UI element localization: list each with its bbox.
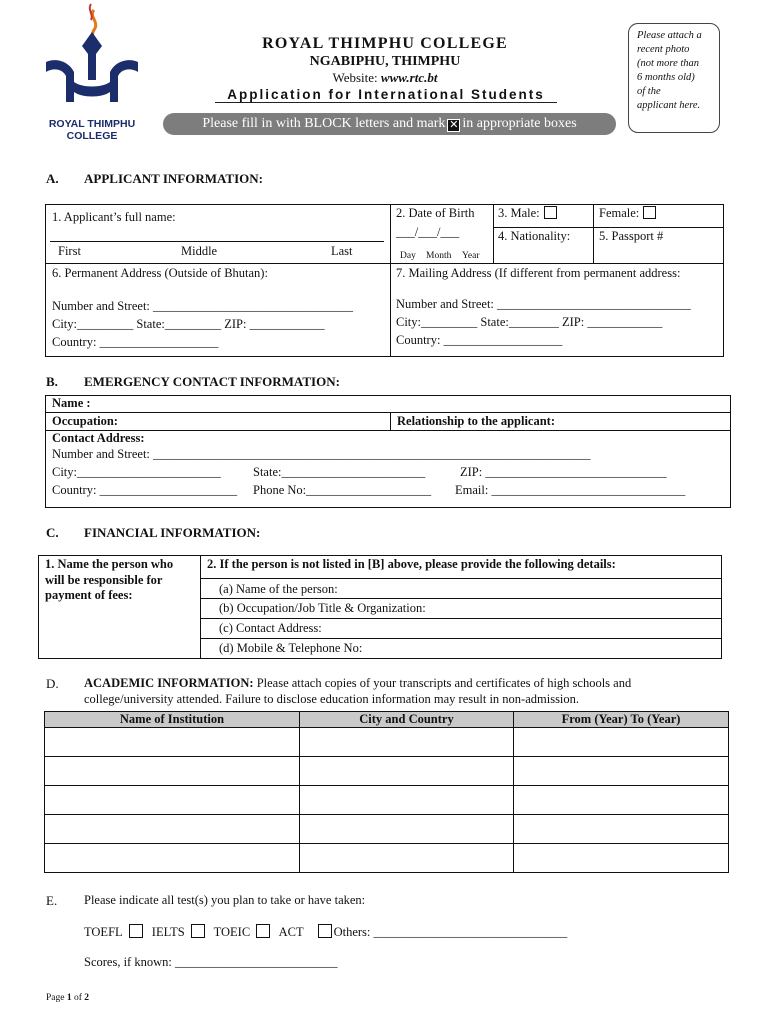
checked-box-icon: ✕ [449,118,459,131]
college-location: NGABIPHU, THIMPHU [309,54,461,69]
test-toeic-label: TOEIC [213,925,251,939]
nationality-label: 4. Nationality: [498,229,571,243]
passport-label: 5. Passport # [599,229,664,243]
section-e-letter: E. [46,893,58,908]
toefl-checkbox[interactable] [129,924,143,938]
mailing-address-label: 7. Mailing Address (If different from permanent address: [396,266,681,280]
person-phone-field[interactable]: (d) Mobile & Telephone No: [219,641,363,655]
male-option: 3. Male: [498,206,557,221]
table-row [45,786,729,815]
dob-month-label: Month [426,251,452,261]
table-row [45,728,729,757]
table-row [45,757,729,786]
table-cell[interactable] [300,815,514,844]
permanent-city-field[interactable]: City:_________ State:_________ ZIP: ____________ [52,317,325,331]
permanent-country-field[interactable]: Country: ___________________ [52,335,219,349]
emergency-zip-field[interactable]: ZIP: _____________________________ [460,465,667,479]
first-name-label: First [58,244,81,258]
contact-address-label: Contact Address: [52,431,145,445]
table-cell[interactable] [514,844,729,873]
section-a-heading: A. APPLICANT INFORMATION: [46,171,263,186]
col-city-country-header: City and Country [300,712,514,728]
scores-field[interactable]: Scores, if known: __________________________ [84,955,338,969]
test-ielts-label: IELTS [151,925,185,939]
table-cell[interactable] [45,757,300,786]
person-name-field[interactable]: (a) Name of the person: [219,582,338,596]
table-row [45,815,729,844]
dob-field[interactable]: ___/___/___ [396,225,460,239]
ielts-checkbox[interactable] [191,924,205,938]
dob-label: 2. Date of Birth [396,206,475,220]
section-b-heading: B. EMERGENCY CONTACT INFORMATION: [46,374,340,389]
section-d-text-2: college/university attended. Failure to disclose education information may result in non-admission. [84,692,580,706]
male-checkbox[interactable] [544,206,557,219]
others-field[interactable]: Others: _______________________________ [333,925,568,939]
academic-table [44,711,729,873]
toeic-checkbox[interactable] [256,924,270,938]
table-cell[interactable] [45,786,300,815]
instruction-banner: Please fill in with BLOCK letters and mark ✕ in appropriate boxes [163,113,616,135]
table-cell[interactable] [300,786,514,815]
table-cell[interactable] [514,728,729,757]
college-website: Website: www.rtc.bt [332,70,438,85]
emergency-name-label: Name : [52,396,91,410]
female-option: Female: [599,206,656,221]
section-d-letter: D. [46,676,59,691]
emergency-country-field[interactable]: Country: ______________________ [52,483,238,497]
person-address-field[interactable]: (c) Contact Address: [219,621,322,635]
table-cell[interactable] [45,728,300,757]
table-cell[interactable] [300,757,514,786]
emergency-street-field[interactable]: Number and Street: ______________________________________________________________________ [52,447,591,461]
page-number: Page 1 of 2 [46,993,90,1003]
full-name-label: 1. Applicant’s full name: [52,210,176,224]
test-options [84,924,567,940]
relationship-label: Relationship to the applicant: [397,414,556,428]
col-institution-header: Name of Institution [45,712,300,728]
emergency-city-field[interactable]: City:_______________________ [52,465,221,479]
table-cell[interactable] [514,815,729,844]
table-cell[interactable] [300,728,514,757]
mailing-country-field[interactable]: Country: ___________________ [396,333,563,347]
table-cell[interactable] [45,815,300,844]
emergency-state-field[interactable]: State:_______________________ [253,465,426,479]
table-cell[interactable] [45,844,300,873]
person-occupation-field[interactable]: (b) Occupation/Job Title & Organization: [219,601,426,615]
female-checkbox[interactable] [643,206,656,219]
college-title: ROYAL THIMPHU COLLEGE [262,35,508,52]
table-cell[interactable] [514,786,729,815]
col-years-header: From (Year) To (Year) [514,712,729,728]
permanent-street-field[interactable]: Number and Street: ________________________________ [52,299,354,313]
middle-name-label: Middle [181,244,218,258]
emergency-occupation-label: Occupation: [52,414,118,428]
permanent-address-label: 6. Permanent Address (Outside of Bhutan): [52,266,268,280]
dob-year-label: Year [462,251,480,261]
mailing-city-field[interactable]: City:_________ State:________ ZIP: ____________ [396,315,663,329]
section-e-text: Please indicate all test(s) you plan to take or have taken: [84,893,366,907]
last-name-label: Last [331,244,353,258]
emergency-email-field[interactable]: Email: _______________________________ [455,483,686,497]
table-cell[interactable] [300,844,514,873]
photo-box: Please attach a recent photo (not more than 6 months old) of the applicant here. [628,23,720,133]
emergency-phone-field[interactable]: Phone No:____________________ [253,483,432,497]
mailing-street-field[interactable]: Number and Street: _______________________________ [396,297,691,311]
other-person-header: 2. If the person is not listed in [B] above, please provide the following details: [207,557,616,571]
section-d-text: ACADEMIC INFORMATION: Please attach copies of your transcripts and certificates of high schools and [84,676,632,690]
test-toefl-label: TOEFL [84,925,123,939]
fee-payer-label: 1. Name the person who will be responsible for payment of fees: [45,557,174,602]
form-title: Application for International Students [215,87,557,103]
table-row [45,844,729,873]
dob-day-label: Day [400,251,416,261]
section-c-heading: C. FINANCIAL INFORMATION: [46,525,261,540]
others-checkbox[interactable] [318,924,332,938]
college-logo [44,2,140,118]
test-act-label: ACT [278,925,304,939]
logo-text: ROYAL THIMPHU COLLEGE [48,118,136,142]
table-cell[interactable] [514,757,729,786]
